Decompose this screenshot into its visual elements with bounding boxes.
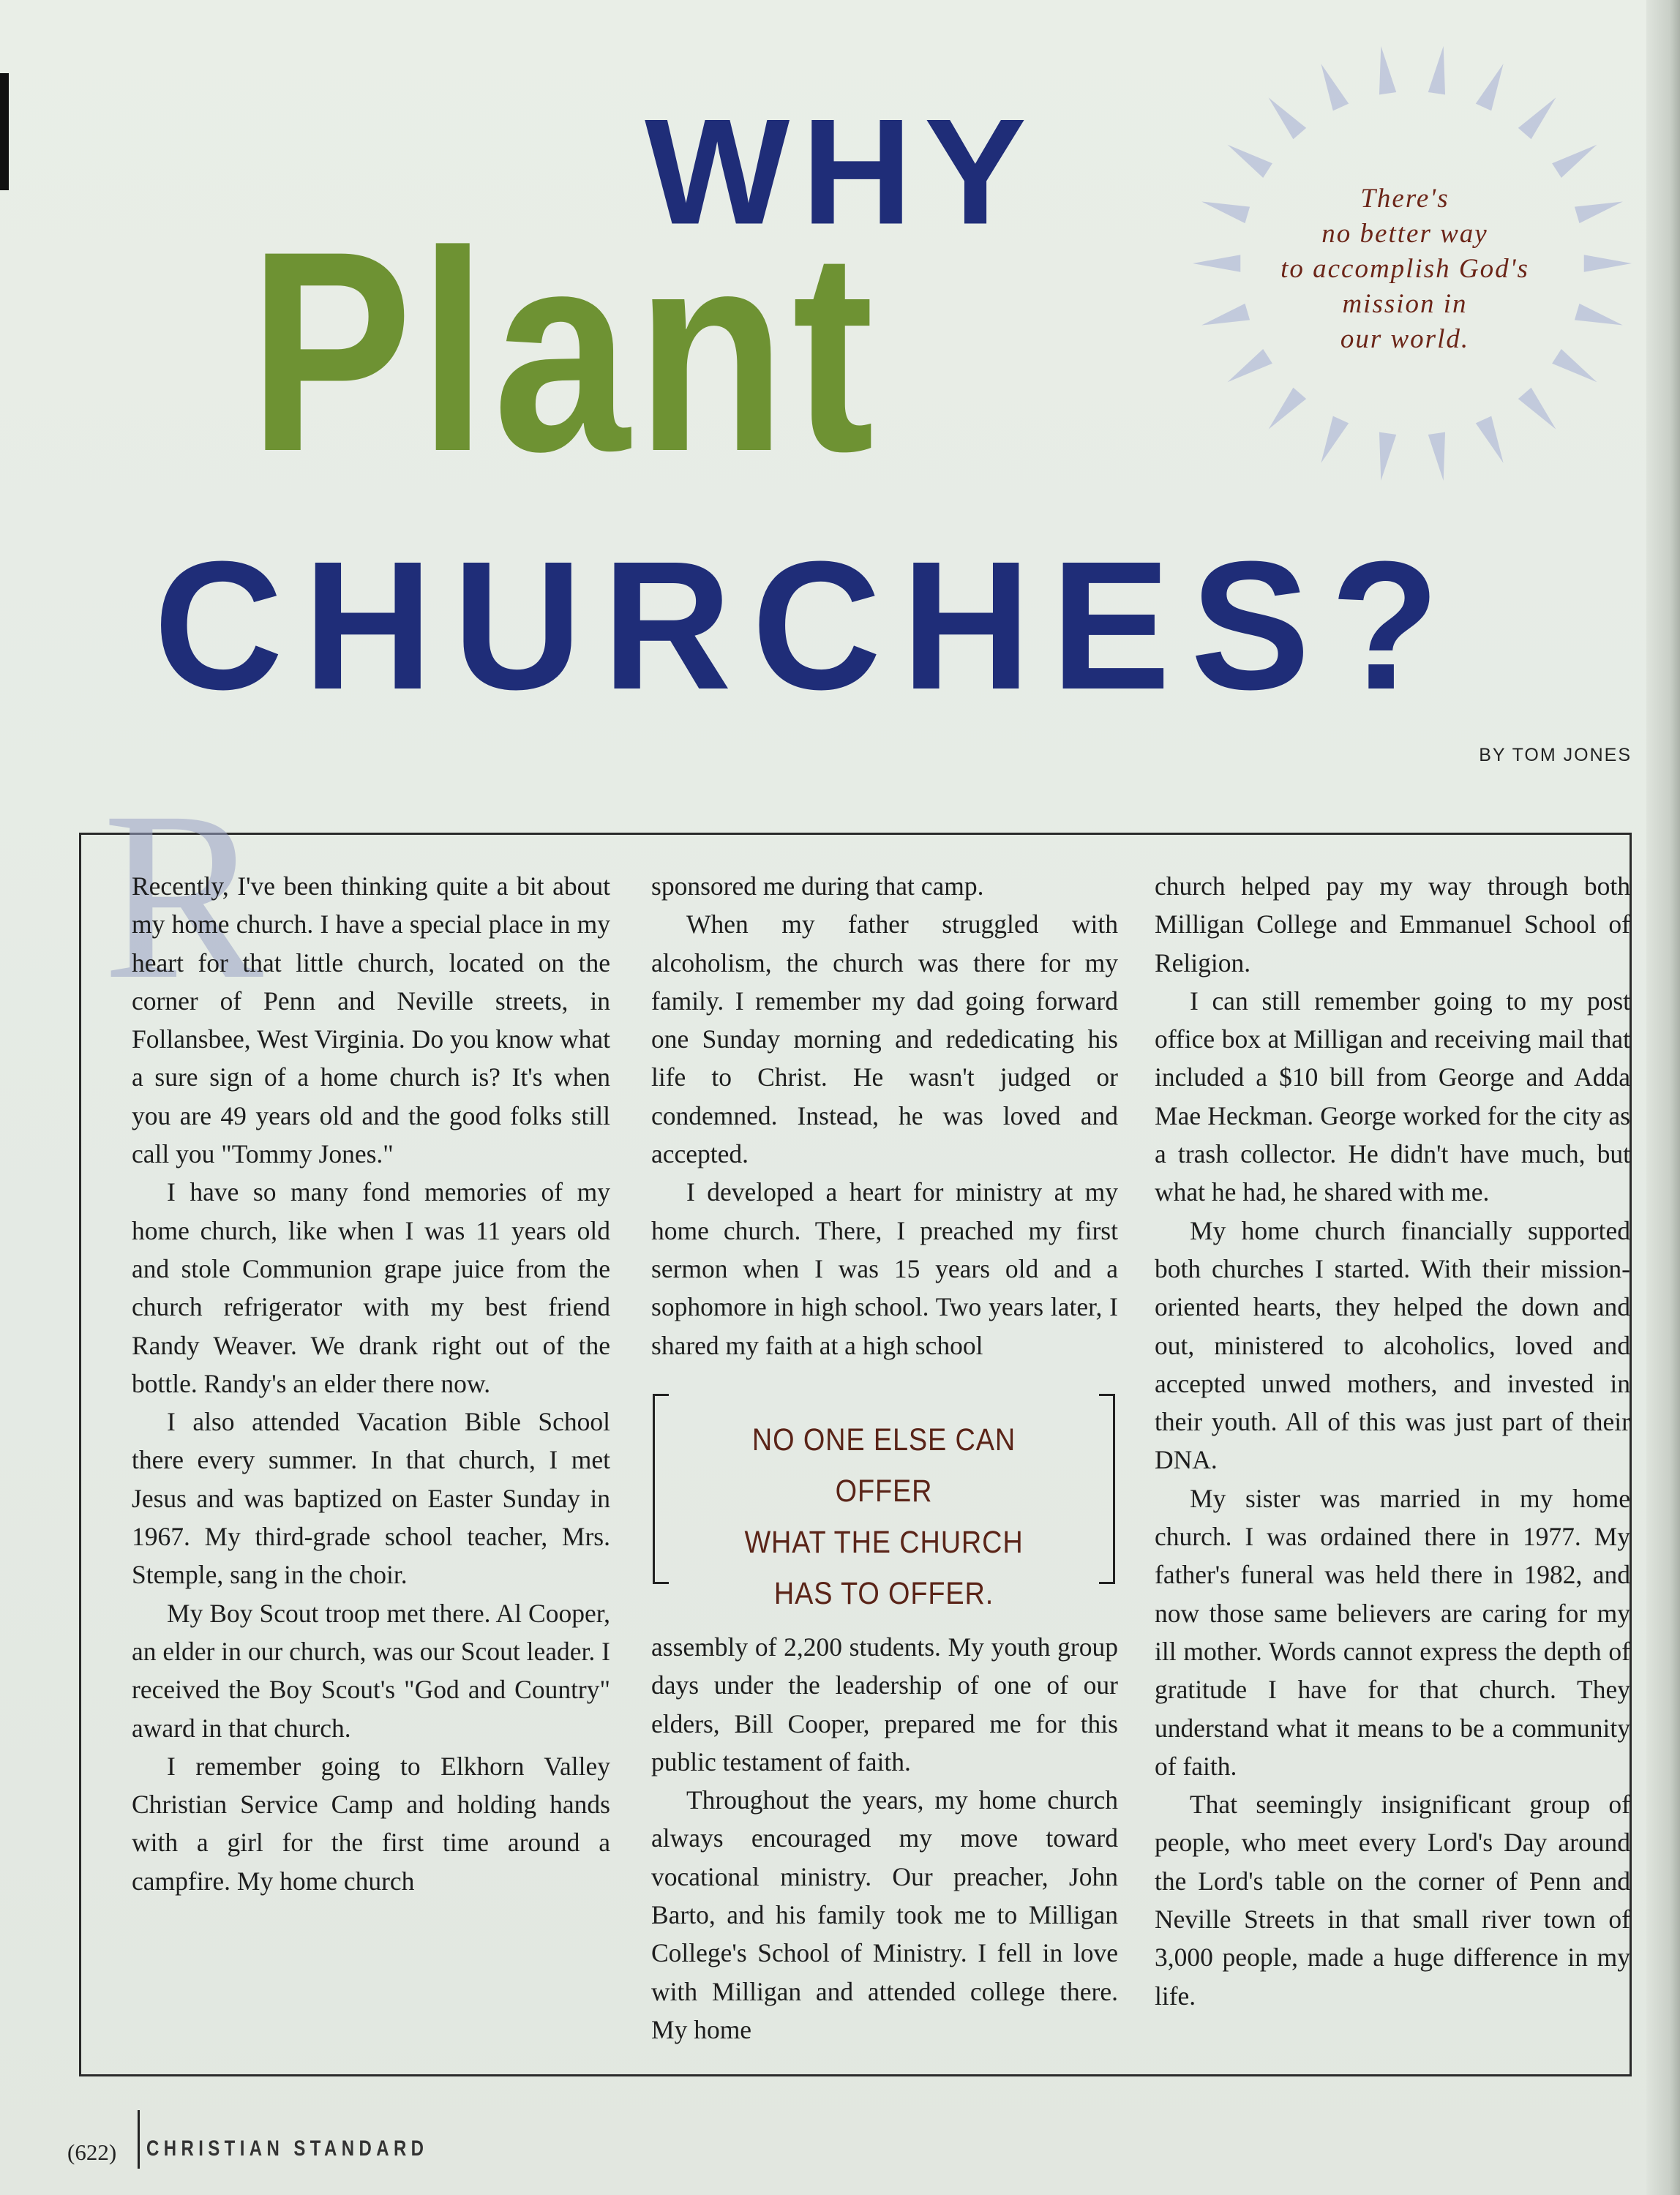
page-edge-marker	[0, 73, 9, 190]
magazine-name: CHRISTIAN STANDARD	[146, 2136, 429, 2161]
title-why: WHY	[645, 87, 1038, 256]
page-number: (622)	[67, 2139, 117, 2165]
subtitle-line: no better way	[1321, 219, 1488, 249]
title-churches: CHURCHES?	[154, 523, 1460, 727]
footer-divider	[138, 2110, 140, 2169]
pull-quote-line: NO ONE ELSE CAN OFFER	[751, 1422, 1016, 1509]
sunburst-ray	[1518, 97, 1556, 139]
paragraph: I remember going to Elkhorn Valley Christian Service Camp and holding hands with a girl for the first time around a campfire. My home church	[132, 1751, 610, 1896]
paragraph: Throughout the years, my home church always encouraged my move toward vocational ministry. Our preacher, John Barto, and his family took me to Milligan College's School of Ministry. I fell in love with Milligan and attended college there. My home	[651, 1785, 1118, 2044]
paragraph: My home church financially supported both churches I started. With their mission-oriented hearts, they helped the down and out, ministered to alcoholics, loved and accepted unwed mothers, and invested in their youth. All of this was just part of their DNA.	[1155, 1215, 1630, 1475]
sunburst-ray	[1321, 64, 1349, 110]
paragraph: I have so many fond memories of my home church, like when I was 11 years old and stole Communion grape juice from the church refrigerator with my best friend Randy Weaver. We drank right out of the bottle. Randy's an elder there now.	[132, 1177, 610, 1398]
subtitle	[1215, 181, 1595, 357]
paragraph: Recently, I've been thinking quite a bit about my home church. I have a special place in my heart for that little church, located on the corner of Penn and Neville streets, in Follansbee, West Virginia. Do you know what a sure sign of a home church is? It's when you are 49 years old and the good folks still call you "Tommy Jones."	[132, 871, 610, 1169]
byline: BY TOM JONES	[1479, 745, 1632, 765]
paragraph: I developed a heart for ministry at my home church. There, I preached my first sermon when I was 15 years old and a sophomore in high school. Two years later, I shared my faith at a high school	[651, 1177, 1118, 1360]
pull-quote	[653, 1394, 1115, 1611]
paragraph: assembly of 2,200 students. My youth group days under the leadership of one of our elders, Bill Cooper, prepared me for this public testament of faith.	[651, 1632, 1118, 1776]
paragraph: I can still remember going to my post office box at Milligan and receiving mail that included a $10 bill from George and Adda Mae Heckman. George worked for the city as a trash collector. He didn't have much, but what he had, he shared with me.	[1155, 986, 1630, 1207]
subtitle-line: our world.	[1340, 324, 1470, 354]
paragraph: church helped pay my way through both Milligan College and Emmanuel School of Religion.	[1155, 871, 1630, 978]
pull-quote-bracket-right	[1099, 1394, 1115, 1584]
paragraph: I also attended Vacation Bible School there every summer. In that church, I met Jesus and was baptized on Easter Sunday in 1967. My third-grade school teacher, Mrs. Stemple, sang in the choir.	[132, 1407, 610, 1590]
pull-quote-line: WHAT THE CHURCH	[744, 1525, 1024, 1560]
paragraph: My sister was married in my home church. I was ordained there in 1977. My father's funeral was held there in 1982, and now those same believers are caring for my ill mother. Words cannot express the depth of gratitude I have for that church. They understand what it means to be a community of faith.	[1155, 1483, 1630, 1781]
sunburst-ray	[1552, 145, 1597, 178]
article-column-2-top	[651, 867, 1118, 1365]
paragraph: When my father struggled with alcoholism, the church was there for my family. I remember my dad going forward one Sunday morning and rededicating his life to Christ. He wasn't judged or condemned. Instead, he was loved and accepted.	[651, 909, 1118, 1169]
sunburst-ray	[1379, 46, 1396, 94]
title-plant: Plant	[249, 192, 880, 511]
sunburst-ray	[1269, 97, 1307, 139]
pull-quote-bracket-left	[653, 1394, 669, 1584]
pull-quote-line: HAS TO OFFER.	[773, 1576, 994, 1611]
sunburst-ray	[1269, 388, 1307, 429]
sunburst-ray	[1518, 388, 1556, 429]
article-column-2-bottom	[651, 1628, 1118, 2049]
sunburst-ray	[1379, 432, 1396, 481]
article-column-3	[1155, 867, 1630, 2015]
paragraph: My Boy Scout troop met there. Al Cooper, an elder in our church, was our Scout leader. I received the Boy Scout's "God and Country" award in that church.	[132, 1598, 610, 1743]
drop-cap: R	[102, 762, 264, 1029]
subtitle-line: to accomplish God's	[1280, 254, 1529, 284]
sunburst-ray	[1321, 416, 1349, 463]
sunburst-ray	[1228, 145, 1272, 178]
subtitle-line: There's	[1360, 184, 1450, 214]
sunburst-ray	[1476, 64, 1504, 110]
paragraph: sponsored me during that camp.	[651, 871, 984, 901]
article-column-1	[132, 867, 610, 1900]
paragraph: That seemingly insignificant group of people, who meet every Lord's Day around the Lord's table on the corner of Penn and Neville Streets in that small river town of 3,000 people, made a huge difference in my life.	[1155, 1790, 1630, 2011]
subtitle-line: mission in	[1342, 289, 1468, 319]
sunburst-ray	[1476, 416, 1504, 463]
sunburst-ray	[1428, 432, 1445, 481]
pull-quote-text	[700, 1414, 1068, 1619]
sunburst-ray	[1428, 46, 1445, 94]
